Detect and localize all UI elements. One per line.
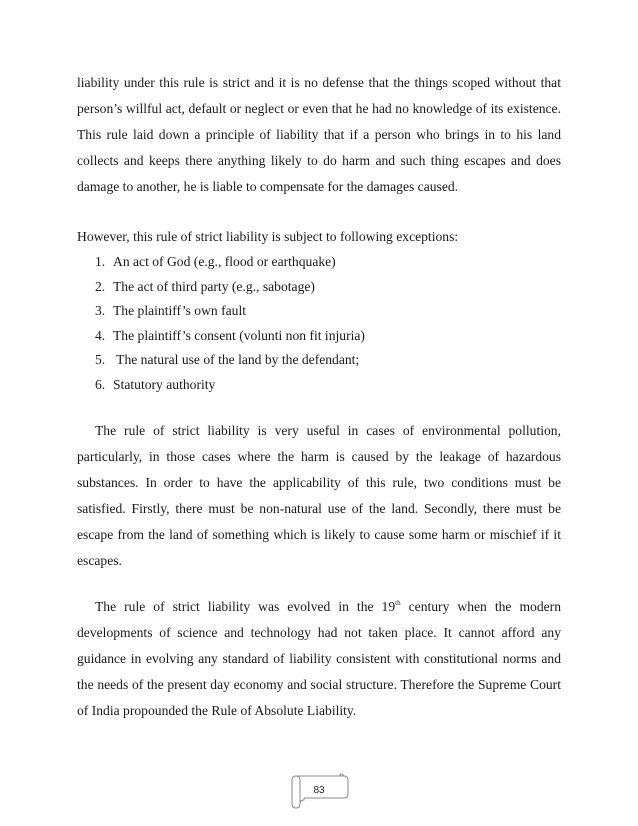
exceptions-list (77, 250, 561, 398)
list-item (77, 373, 561, 398)
page-number-scroll (288, 770, 350, 810)
list-item-number: 3. (95, 303, 106, 319)
list-item (77, 324, 561, 349)
paragraph-text-end: century when the modern developments of science and technology had not taken place. It cannot afford any guidance in evolving any standard of liability consistent with constitutional norms and the needs of the present day economy and social structure. Therefore the Supreme Court of India propounded the Rule of Absolute Liability. (77, 598, 562, 718)
list-item-text: The plaintiff’s own fault (113, 303, 247, 319)
page-number: 83 (313, 785, 325, 796)
list-item-number: 5. (95, 352, 106, 368)
list-item-text: The natural use of the land by the defendant; (113, 352, 360, 368)
list-item-text: Statutory authority (113, 376, 216, 392)
list-item-number: 6. (95, 376, 106, 392)
list-item-text: The act of third party (e.g., sabotage) (113, 278, 315, 294)
paragraph-strict-liability-continued: liability under this rule is strict and it is no defense that the things scoped without that person’s willful act, default or neglect or even that he had no knowledge of its existence. This rule laid down a principle of liability that if a person who brings in to his land collects and keeps there anything likely to do harm and such thing escapes and does damage to another, he is liable to compensate for the damages caused. (77, 75, 561, 194)
ordinal-superscript: th (395, 598, 401, 607)
list-item-number: 4. (95, 327, 106, 343)
list-item (77, 348, 561, 373)
list-item (77, 299, 561, 324)
paragraph-text-start: The rule of strict liability was evolved in the 19 (95, 598, 396, 614)
list-item (77, 275, 561, 300)
document-page (77, 70, 561, 724)
list-item-number: 2. (95, 278, 106, 294)
list-item-text: The plaintiff’s consent (volunti non fit injuria) (113, 327, 365, 343)
exceptions-intro: However, this rule of strict liability is subject to following exceptions: (77, 229, 459, 244)
list-item-text: An act of God (e.g., flood or earthquake) (113, 254, 336, 269)
paragraph-environmental-pollution: The rule of strict liability is very useful in cases of environmental pollution, particularly, in those cases where the harm is caused by the leakage of hazardous substances. In order to have the applicability of this rule, two conditions must be satisfied. Firstly, there must be non-natural use of the land. Secondly, there must be escape from the land of something which is likely to cause some harm or mischief if it escapes. (77, 422, 561, 568)
paragraph-absolute-liability (77, 594, 561, 724)
list-item (77, 250, 561, 275)
list-item-number: 1. (95, 254, 106, 269)
